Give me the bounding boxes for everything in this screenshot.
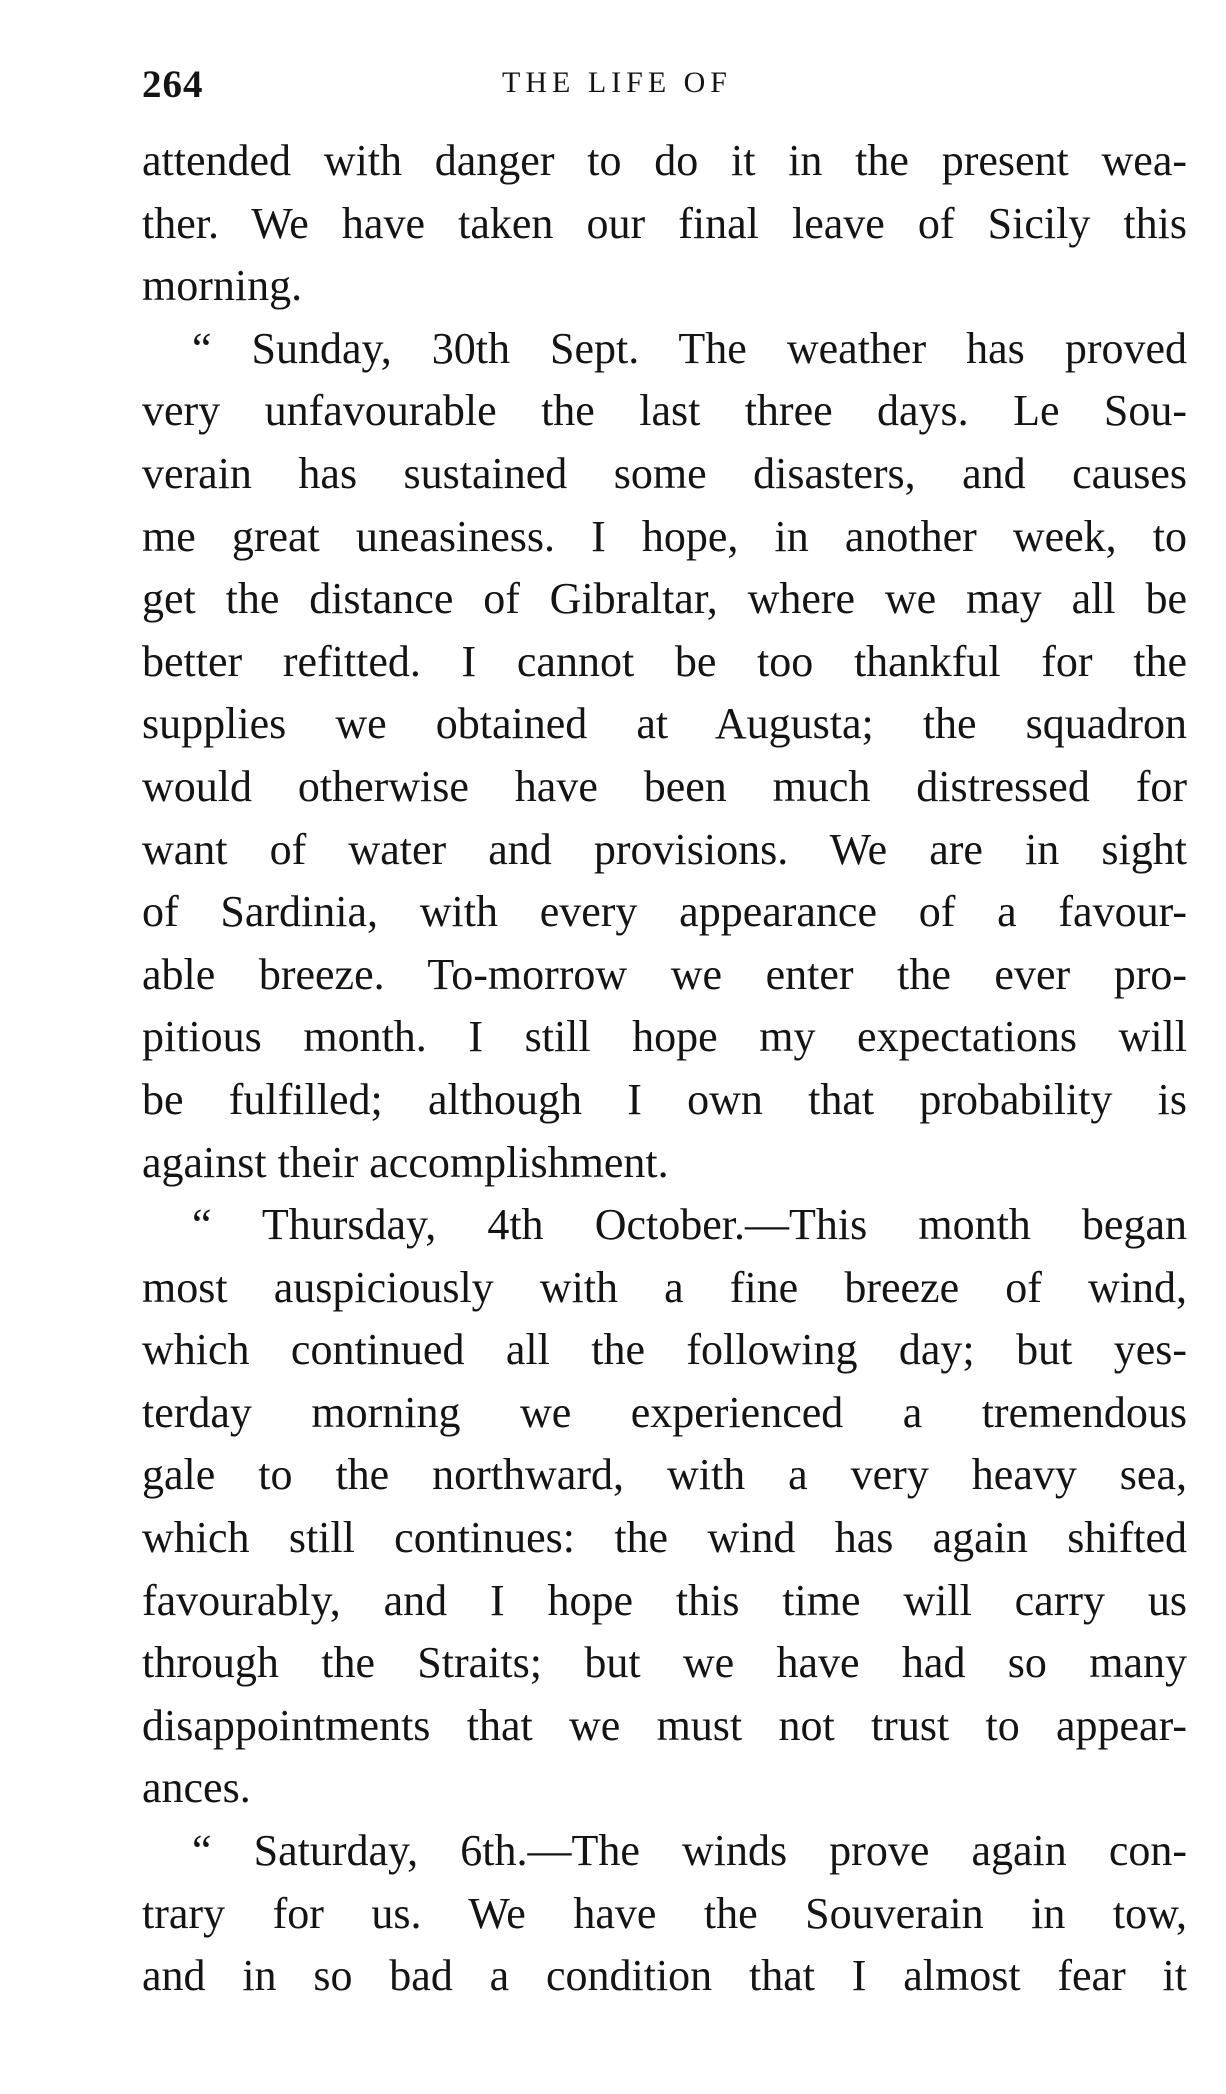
text-line: attended with danger to do it in the present wea- — [142, 136, 1187, 185]
text-line: which continued all the following day; but yes- — [142, 1325, 1187, 1375]
text-line: trary for us. We have the Souverain in tow, — [142, 1888, 1187, 1938]
text-line: “ Thursday, 4th October.—This month began — [192, 1200, 1187, 1250]
text-line: verain has sustained some disasters, and causes — [142, 448, 1187, 498]
page-number: 264 — [142, 63, 204, 106]
text-line: supplies we obtained at Augusta; the squadron — [142, 699, 1187, 749]
text-line: of Sardinia, with every appearance of a favour- — [142, 887, 1187, 937]
text-line: be fulfilled; although I own that probability is — [142, 1074, 1187, 1124]
text-line: gale to the northward, with a very heavy sea, — [142, 1450, 1187, 1500]
text-line: ances. — [142, 1763, 251, 1813]
text-line: able breeze. To-morrow we enter the ever pro- — [142, 949, 1187, 999]
text-line: which still continues: the wind has again shifted — [142, 1513, 1187, 1563]
text-line: “ Sunday, 30th Sept. The weather has proved — [192, 323, 1187, 373]
text-line: disappointments that we must not trust to appear- — [142, 1700, 1187, 1750]
text-line: morning. — [142, 261, 303, 311]
text-line: better refitted. I cannot be too thankful for the — [142, 636, 1187, 686]
text-line: get the distance of Gibraltar, where we may all be — [142, 574, 1187, 624]
text-line: most auspiciously with a fine breeze of wind, — [142, 1262, 1187, 1312]
text-line: favourably, and I hope this time will carry us — [142, 1575, 1187, 1625]
text-line: terday morning we experienced a tremendous — [142, 1387, 1187, 1437]
text-line: through the Straits; but we have had so many — [142, 1638, 1187, 1688]
text-line: ther. We have taken our final leave of Sicily this — [142, 198, 1187, 248]
text-line: “ Saturday, 6th.—The winds prove again con- — [192, 1826, 1187, 1876]
body-text — [142, 130, 1187, 2008]
text-line: me great uneasiness. I hope, in another week, to — [142, 511, 1187, 561]
text-line: would otherwise have been much distressed for — [142, 761, 1187, 811]
running-head — [142, 62, 1187, 122]
running-title: THE LIFE OF — [502, 66, 732, 99]
text-line: and in so bad a condition that I almost fear it — [142, 1951, 1187, 2001]
text-line: want of water and provisions. We are in sight — [142, 824, 1187, 874]
text-line: pitious month. I still hope my expectations will — [142, 1012, 1187, 1062]
text-line: against their accomplishment. — [142, 1137, 669, 1187]
text-line: very unfavourable the last three days. Le Sou- — [142, 386, 1187, 436]
